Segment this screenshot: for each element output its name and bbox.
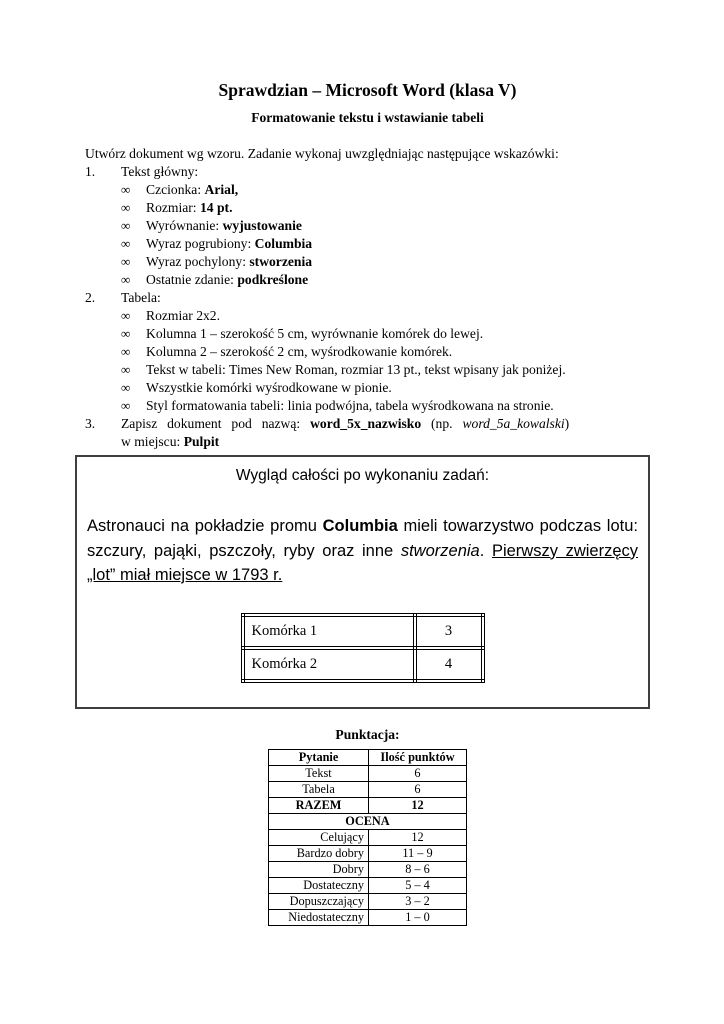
column-header: Pytanie bbox=[269, 749, 369, 765]
table-cell: 12 bbox=[369, 829, 467, 845]
table-row bbox=[269, 765, 467, 781]
infinity-bullet-icon: ∞ bbox=[121, 362, 131, 377]
infinity-bullet-icon: ∞ bbox=[121, 272, 131, 287]
bullet-item bbox=[85, 307, 650, 325]
table-cell: Bardzo dobry bbox=[269, 845, 369, 861]
bullet-item bbox=[85, 325, 650, 343]
bullet-item bbox=[85, 343, 650, 361]
bullet-item bbox=[85, 217, 650, 235]
table-section-row bbox=[269, 813, 467, 829]
infinity-bullet-icon: ∞ bbox=[121, 254, 131, 269]
bullet-text: Rozmiar: 14 pt. bbox=[146, 200, 233, 215]
bullet-item bbox=[85, 361, 650, 379]
example-heading: Wygląd całości po wykonaniu zadań: bbox=[235, 467, 490, 484]
infinity-bullet-icon: ∞ bbox=[121, 326, 131, 341]
infinity-bullet-icon: ∞ bbox=[121, 308, 131, 323]
bullet-text: Styl formatowania tabeli: linia podwójna, tabela wyśrodkowana na stronie. bbox=[146, 398, 554, 413]
table-cell: 5 – 4 bbox=[369, 877, 467, 893]
bullet-text: Ostatnie zdanie: podkreślone bbox=[146, 272, 309, 287]
bullet-item bbox=[85, 397, 650, 415]
item-number: 2. bbox=[85, 290, 96, 305]
instruction-item-2 bbox=[85, 289, 650, 307]
bullet-text: Wszystkie komórki wyśrodkowane w pionie. bbox=[146, 380, 392, 395]
infinity-bullet-icon: ∞ bbox=[121, 200, 131, 215]
bullet-text: Rozmiar 2x2. bbox=[146, 308, 220, 323]
table-row bbox=[269, 845, 467, 861]
table-row bbox=[269, 797, 467, 813]
table-cell: RAZEM bbox=[269, 797, 369, 813]
example-frame bbox=[75, 455, 650, 709]
instruction-item-3 bbox=[85, 415, 650, 451]
table-cell: 1 – 0 bbox=[369, 909, 467, 925]
table-row bbox=[269, 829, 467, 845]
table-cell: Komórka 2 bbox=[243, 648, 415, 681]
page-title: Sprawdzian – Microsoft Word (klasa V) bbox=[218, 80, 517, 100]
bullet-text: Czcionka: Arial, bbox=[146, 182, 239, 197]
table-cell: 12 bbox=[369, 797, 467, 813]
infinity-bullet-icon: ∞ bbox=[121, 182, 131, 197]
table-cell: Tabela bbox=[269, 781, 369, 797]
table-row bbox=[243, 615, 483, 648]
item-text: Zapisz dokument pod nazwą: word_5x_nazwisko (np. word_5a_kowalski) w miejscu: Pulpit bbox=[121, 416, 570, 449]
table-cell: 6 bbox=[369, 765, 467, 781]
bullet-item bbox=[85, 181, 650, 199]
bullet-item bbox=[85, 199, 650, 217]
column-header: Ilość punktów bbox=[369, 749, 467, 765]
scoring-table bbox=[268, 749, 467, 926]
table-cell: 3 bbox=[415, 615, 483, 648]
table-section-header: OCENA bbox=[269, 813, 467, 829]
table-cell: Dopuszczający bbox=[269, 893, 369, 909]
table-cell: 4 bbox=[415, 648, 483, 681]
instruction-item-1 bbox=[85, 163, 650, 181]
bullet-text: Wyrównanie: wyjustowanie bbox=[146, 218, 302, 233]
table-row bbox=[269, 893, 467, 909]
table-row bbox=[269, 909, 467, 925]
table-cell: 11 – 9 bbox=[369, 845, 467, 861]
bullet-text: Wyraz pochylony: stworzenia bbox=[146, 254, 313, 269]
scoring-heading: Punktacja: bbox=[335, 726, 400, 742]
infinity-bullet-icon: ∞ bbox=[121, 218, 131, 233]
bullet-text: Kolumna 2 – szerokość 2 cm, wyśrodkowanie komórek. bbox=[146, 344, 453, 359]
example-table bbox=[241, 613, 485, 683]
page-subtitle: Formatowanie tekstu i wstawianie tabeli bbox=[251, 110, 484, 125]
table-cell: 3 – 2 bbox=[369, 893, 467, 909]
bullet-item bbox=[85, 271, 650, 289]
table-row bbox=[269, 781, 467, 797]
table-cell: Komórka 1 bbox=[243, 615, 415, 648]
table-cell: Niedostateczny bbox=[269, 909, 369, 925]
bullet-item bbox=[85, 379, 650, 397]
intro-text: Utwórz dokument wg wzoru. Zadanie wykonaj uwzględniając następujące wskazówki: bbox=[85, 146, 559, 161]
table-cell: Dostateczny bbox=[269, 877, 369, 893]
bullet-item bbox=[85, 235, 650, 253]
table-cell: 6 bbox=[369, 781, 467, 797]
bullet-text: Kolumna 1 – szerokość 5 cm, wyrównanie komórek do lewej. bbox=[146, 326, 484, 341]
table-cell: Dobry bbox=[269, 861, 369, 877]
table-cell: 8 – 6 bbox=[369, 861, 467, 877]
infinity-bullet-icon: ∞ bbox=[121, 380, 131, 395]
table-row bbox=[243, 648, 483, 681]
item-number: 1. bbox=[85, 164, 96, 179]
infinity-bullet-icon: ∞ bbox=[121, 344, 131, 359]
item-number: 3. bbox=[85, 416, 96, 431]
bullet-item bbox=[85, 253, 650, 271]
item-label: Tekst główny: bbox=[121, 164, 199, 179]
infinity-bullet-icon: ∞ bbox=[121, 236, 131, 251]
table-row bbox=[269, 877, 467, 893]
item-label: Tabela: bbox=[121, 290, 161, 305]
table-row bbox=[269, 861, 467, 877]
bullet-text: Wyraz pogrubiony: Columbia bbox=[146, 236, 313, 251]
infinity-bullet-icon: ∞ bbox=[121, 398, 131, 413]
example-paragraph: Astronauci na pokładzie promu Columbia mieli towarzystwo podczas lotu: szczury, pająki, pszczoły, ryby oraz inne stworzenia. Pierwszy zwierzęcy „lot” miał miejsce w 1793 r. bbox=[87, 517, 639, 584]
table-header-row bbox=[269, 749, 467, 765]
table-cell: Tekst bbox=[269, 765, 369, 781]
bullet-text: Tekst w tabeli: Times New Roman, rozmiar 13 pt., tekst wpisany jak poniżej. bbox=[146, 362, 566, 377]
table-cell: Celujący bbox=[269, 829, 369, 845]
